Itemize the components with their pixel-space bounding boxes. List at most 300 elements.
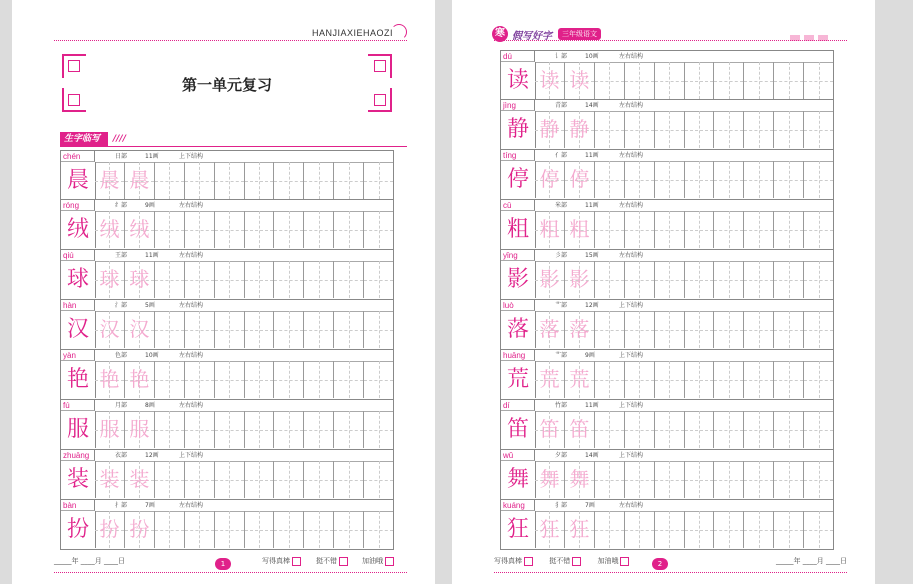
writing-cell[interactable] [274, 311, 304, 348]
trace-character: 晨 [99, 168, 120, 192]
writing-cell[interactable] [685, 361, 715, 398]
writing-cell[interactable] [304, 511, 334, 548]
trace-cell[interactable] [125, 461, 155, 498]
structure-label: 左右结构 [179, 302, 204, 309]
writing-cell[interactable] [685, 411, 715, 448]
writing-cell[interactable] [334, 261, 364, 298]
writing-cell[interactable] [714, 411, 744, 448]
trace-cell[interactable] [535, 461, 565, 498]
practice-row [500, 250, 834, 300]
writing-cell[interactable] [185, 162, 215, 199]
practice-row [500, 500, 834, 550]
writing-cell[interactable] [774, 411, 804, 448]
writing-cell[interactable] [185, 261, 215, 298]
writing-cell[interactable] [155, 411, 185, 448]
writing-cell[interactable] [625, 111, 655, 148]
writing-cell[interactable] [655, 461, 685, 498]
trace-character: 扮 [129, 517, 150, 541]
writing-cell[interactable] [804, 461, 833, 498]
rating-great [262, 556, 301, 566]
writing-cell[interactable] [774, 62, 804, 99]
writing-cell[interactable] [245, 411, 275, 448]
structure-label: 左右结构 [619, 102, 644, 109]
writing-cell[interactable] [245, 461, 275, 498]
writing-cell[interactable] [744, 161, 774, 198]
trace-cell[interactable] [535, 261, 565, 298]
writing-cell[interactable] [364, 211, 393, 248]
trace-cell[interactable] [565, 411, 595, 448]
trace-cell[interactable] [125, 211, 155, 248]
radical-label: 王部 [115, 252, 128, 259]
trace-cell[interactable] [535, 511, 565, 548]
trace-cell[interactable] [565, 111, 595, 148]
writing-cell[interactable] [155, 211, 185, 248]
writing-cell[interactable] [804, 62, 833, 99]
trace-cell[interactable] [535, 161, 565, 198]
writing-cell[interactable] [364, 311, 393, 348]
rating-ok [597, 557, 629, 565]
trace-cell[interactable] [125, 511, 155, 548]
writing-cell[interactable] [304, 461, 334, 498]
pinyin-label: wǔ [501, 450, 535, 461]
trace-character: 落 [539, 317, 560, 341]
date-blank[interactable]: ____ [103, 557, 118, 565]
writing-cell[interactable] [655, 311, 685, 348]
writing-cell[interactable] [334, 162, 364, 199]
structure-label: 左右结构 [179, 402, 204, 409]
year-label: 年 [793, 557, 801, 565]
writing-cell[interactable] [744, 311, 774, 348]
stroke-count: 7画 [145, 502, 155, 509]
writing-cell[interactable] [245, 211, 275, 248]
writing-cell[interactable] [274, 511, 304, 548]
radical-label: 色部 [115, 352, 128, 359]
radical-label: 亻部 [555, 152, 568, 159]
checkbox[interactable] [572, 557, 581, 566]
trace-character: 笛 [539, 417, 560, 441]
writing-cells [535, 161, 833, 198]
writing-cell[interactable] [215, 311, 245, 348]
trace-cell[interactable] [535, 361, 565, 398]
title-frame [62, 54, 392, 112]
structure-label: 上下结构 [619, 402, 644, 409]
writing-cell[interactable] [774, 211, 804, 248]
trace-character: 狂 [539, 517, 560, 541]
section-divider [60, 146, 407, 147]
pinyin-label: zhuāng [61, 450, 95, 461]
writing-cell[interactable] [714, 211, 744, 248]
writing-cell[interactable] [685, 461, 715, 498]
writing-cell[interactable] [714, 461, 744, 498]
trace-cell[interactable] [95, 261, 125, 298]
writing-cell[interactable] [625, 211, 655, 248]
writing-cell[interactable] [714, 311, 744, 348]
trace-cell[interactable] [95, 411, 125, 448]
writing-cell[interactable] [625, 261, 655, 298]
writing-cell[interactable] [334, 361, 364, 398]
trace-cell[interactable] [95, 211, 125, 248]
model-character: 晨 [61, 162, 96, 199]
writing-cell[interactable] [245, 311, 275, 348]
writing-cells [535, 62, 833, 99]
trace-character: 停 [569, 167, 590, 191]
stroke-count: 11画 [585, 202, 599, 209]
writing-cells [95, 162, 393, 199]
section-label: 生字临写 //// [60, 132, 108, 146]
writing-cell[interactable] [274, 361, 304, 398]
writing-cell[interactable] [625, 311, 655, 348]
writing-cell[interactable] [595, 411, 625, 448]
writing-cell[interactable] [655, 411, 685, 448]
date-blank[interactable]: ____ [802, 557, 817, 565]
practice-grid [60, 150, 394, 550]
writing-cell[interactable] [655, 111, 685, 148]
writing-cell[interactable] [804, 311, 833, 348]
trace-character: 晨 [129, 168, 150, 192]
writing-cell[interactable] [714, 111, 744, 148]
trace-character: 扮 [99, 517, 120, 541]
trace-cell[interactable] [565, 261, 595, 298]
radical-label: 夕部 [555, 452, 568, 459]
writing-cell[interactable] [714, 361, 744, 398]
writing-cell[interactable] [304, 311, 334, 348]
writing-cell[interactable] [215, 261, 245, 298]
model-character: 落 [501, 311, 536, 348]
model-character: 停 [501, 161, 536, 198]
trace-character: 汉 [129, 317, 150, 341]
stroke-count: 14画 [585, 452, 599, 459]
radical-label: 米部 [555, 202, 568, 209]
trace-character: 装 [129, 467, 150, 491]
writing-cell[interactable] [304, 361, 334, 398]
writing-cells [535, 261, 833, 298]
model-character: 狂 [501, 511, 536, 548]
writing-cell[interactable] [185, 511, 215, 548]
trace-cell[interactable] [565, 211, 595, 248]
writing-cell[interactable] [625, 361, 655, 398]
writing-cell[interactable] [744, 211, 774, 248]
trace-cell[interactable] [95, 162, 125, 199]
writing-cell[interactable] [245, 361, 275, 398]
writing-cell[interactable] [714, 161, 744, 198]
writing-cell[interactable] [215, 511, 245, 548]
writing-cell[interactable] [364, 361, 393, 398]
radical-label: 衣部 [115, 452, 128, 459]
trace-cell[interactable] [565, 461, 595, 498]
radical-label: 氵部 [115, 302, 128, 309]
writing-cell[interactable] [744, 511, 774, 548]
writing-cell[interactable] [274, 162, 304, 199]
writing-cell[interactable] [334, 311, 364, 348]
writing-cell[interactable] [804, 211, 833, 248]
writing-cell[interactable] [685, 111, 715, 148]
model-character: 汉 [61, 311, 96, 348]
checkbox[interactable] [524, 557, 533, 566]
trace-cell[interactable] [535, 62, 565, 99]
writing-cell[interactable] [215, 461, 245, 498]
writing-cell[interactable] [155, 361, 185, 398]
writing-cell[interactable] [155, 511, 185, 548]
writing-cell[interactable] [744, 411, 774, 448]
radical-label: 彡部 [555, 252, 568, 259]
writing-cell[interactable] [774, 261, 804, 298]
radical-label: 艹部 [555, 302, 568, 309]
trace-cell[interactable] [125, 361, 155, 398]
writing-cell[interactable] [215, 162, 245, 199]
day-label: 日 [840, 557, 847, 565]
trace-character: 影 [569, 267, 590, 291]
writing-cell[interactable] [774, 161, 804, 198]
trace-cell[interactable] [565, 511, 595, 548]
trace-cell[interactable] [535, 111, 565, 148]
practice-row [60, 400, 394, 450]
writing-cell[interactable] [185, 411, 215, 448]
writing-cell[interactable] [744, 361, 774, 398]
writing-cells [95, 511, 393, 548]
month-label: 月 [816, 557, 824, 565]
writing-cell[interactable] [274, 461, 304, 498]
trace-cell[interactable] [565, 161, 595, 198]
writing-cells [535, 111, 833, 148]
radical-label: 青部 [555, 102, 568, 109]
writing-cell[interactable] [655, 261, 685, 298]
pinyin-label: kuáng [501, 500, 535, 511]
writing-cell[interactable] [334, 211, 364, 248]
date-area [776, 556, 847, 566]
structure-label: 上下结构 [619, 302, 644, 309]
trace-character: 读 [569, 68, 590, 92]
writing-cell[interactable] [595, 361, 625, 398]
stroke-count: 9画 [145, 202, 155, 209]
writing-cell[interactable] [655, 361, 685, 398]
writing-cells [535, 461, 833, 498]
rating-label: 挺不错 [549, 557, 571, 565]
model-character: 服 [61, 411, 96, 448]
writing-cell[interactable] [774, 111, 804, 148]
trace-cell[interactable] [565, 62, 595, 99]
writing-cell[interactable] [804, 511, 833, 548]
trace-cell[interactable] [95, 461, 125, 498]
writing-cell[interactable] [595, 211, 625, 248]
writing-cell[interactable] [334, 511, 364, 548]
writing-cell[interactable] [185, 361, 215, 398]
writing-cell[interactable] [364, 461, 393, 498]
writing-cell[interactable] [744, 261, 774, 298]
writing-cell[interactable] [334, 461, 364, 498]
trace-cell[interactable] [535, 211, 565, 248]
checkbox[interactable] [385, 557, 394, 566]
structure-label: 左右结构 [619, 53, 644, 60]
writing-cell[interactable] [245, 261, 275, 298]
trace-cell[interactable] [125, 311, 155, 348]
pinyin-label: tíng [501, 150, 535, 161]
practice-row [60, 150, 394, 200]
writing-cell[interactable] [774, 361, 804, 398]
writing-cell[interactable] [364, 411, 393, 448]
model-character: 艳 [61, 361, 96, 398]
writing-cell[interactable] [595, 511, 625, 548]
stroke-count: 11画 [585, 152, 599, 159]
writing-cells [95, 311, 393, 348]
writing-cell[interactable] [685, 511, 715, 548]
trace-cell[interactable] [535, 411, 565, 448]
writing-cell[interactable] [595, 261, 625, 298]
date-blank[interactable]: _____ [54, 557, 72, 565]
writing-cell[interactable] [304, 211, 334, 248]
trace-character: 读 [539, 68, 560, 92]
writing-cell[interactable] [804, 161, 833, 198]
trace-cell[interactable] [95, 311, 125, 348]
writing-cell[interactable] [804, 411, 833, 448]
stroke-count: 11画 [145, 252, 159, 259]
rating-label: 加油哦 [597, 557, 619, 565]
writing-cells [95, 361, 393, 398]
writing-cell[interactable] [364, 261, 393, 298]
writing-cell[interactable] [714, 261, 744, 298]
header-title: HANJIAXIEHAOZI [311, 28, 393, 38]
model-character: 静 [501, 111, 536, 148]
writing-cell[interactable] [744, 111, 774, 148]
trace-character: 服 [99, 417, 120, 441]
writing-cell[interactable] [334, 411, 364, 448]
writing-cell[interactable] [655, 161, 685, 198]
writing-cell[interactable] [155, 461, 185, 498]
trace-cell[interactable] [535, 311, 565, 348]
structure-label: 左右结构 [619, 252, 644, 259]
writing-cell[interactable] [655, 211, 685, 248]
stroke-count: 12画 [145, 452, 159, 459]
writing-cell[interactable] [774, 511, 804, 548]
writing-cell[interactable] [245, 162, 275, 199]
writing-cells [95, 211, 393, 248]
writing-cell[interactable] [744, 461, 774, 498]
writing-cell[interactable] [804, 261, 833, 298]
writing-cells [535, 511, 833, 548]
pinyin-label: cū [501, 200, 535, 211]
trace-character: 舞 [569, 467, 590, 491]
writing-cell[interactable] [804, 361, 833, 398]
stroke-count: 5画 [145, 302, 155, 309]
checkbox[interactable] [292, 557, 301, 566]
radical-label: 日部 [115, 153, 128, 160]
trace-character: 汉 [99, 317, 120, 341]
practice-row [60, 250, 394, 300]
checkbox[interactable] [339, 557, 348, 566]
writing-cell[interactable] [625, 161, 655, 198]
writing-cell[interactable] [185, 211, 215, 248]
writing-cell[interactable] [685, 261, 715, 298]
writing-cell[interactable] [595, 311, 625, 348]
day-label: 日 [117, 557, 125, 565]
practice-row [500, 200, 834, 250]
writing-cell[interactable] [274, 211, 304, 248]
writing-cell[interactable] [274, 411, 304, 448]
writing-cell[interactable] [215, 211, 245, 248]
structure-label: 左右结构 [179, 252, 204, 259]
writing-cell[interactable] [274, 261, 304, 298]
writing-cell[interactable] [625, 62, 655, 99]
writing-cell[interactable] [655, 62, 685, 99]
writing-cell[interactable] [625, 411, 655, 448]
writing-cell[interactable] [744, 62, 774, 99]
frame-corner-inner [374, 60, 386, 72]
model-character: 粗 [501, 211, 536, 248]
writing-cell[interactable] [245, 511, 275, 548]
trace-character: 静 [539, 117, 560, 141]
logo-seal: 寒 [492, 26, 508, 42]
date-blank[interactable]: _____ [776, 557, 794, 565]
trace-cell[interactable] [565, 361, 595, 398]
frame-corner-inner [374, 94, 386, 106]
writing-cell[interactable] [304, 261, 334, 298]
writing-cell[interactable] [304, 162, 334, 199]
writing-cell[interactable] [155, 261, 185, 298]
writing-cell[interactable] [685, 211, 715, 248]
trace-character: 舞 [539, 467, 560, 491]
writing-cell[interactable] [655, 511, 685, 548]
date-blank[interactable]: ____ [826, 557, 840, 565]
footer [494, 556, 847, 566]
practice-row [60, 200, 394, 250]
trace-character: 球 [99, 267, 120, 291]
checkbox[interactable] [620, 557, 629, 566]
writing-cell[interactable] [685, 161, 715, 198]
writing-cell[interactable] [364, 162, 393, 199]
date-blank[interactable]: ____ [80, 557, 95, 565]
writing-cell[interactable] [774, 311, 804, 348]
writing-cell[interactable] [595, 461, 625, 498]
model-character: 荒 [501, 361, 536, 398]
trace-cell[interactable] [125, 261, 155, 298]
writing-cell[interactable] [595, 161, 625, 198]
stroke-count: 11画 [585, 402, 599, 409]
month-label: 月 [94, 557, 102, 565]
writing-cell[interactable] [595, 62, 625, 99]
structure-label: 左右结构 [179, 502, 204, 509]
writing-cell[interactable] [625, 511, 655, 548]
structure-label: 上下结构 [179, 153, 204, 160]
trace-cell[interactable] [95, 511, 125, 548]
writing-cell[interactable] [215, 411, 245, 448]
writing-cell[interactable] [364, 511, 393, 548]
header-divider [494, 40, 847, 41]
writing-cell[interactable] [685, 62, 715, 99]
writing-cells [535, 211, 833, 248]
writing-cell[interactable] [804, 111, 833, 148]
writing-cell[interactable] [714, 511, 744, 548]
trace-cell[interactable] [125, 162, 155, 199]
writing-cell[interactable] [625, 461, 655, 498]
writing-cell[interactable] [185, 311, 215, 348]
practice-row [60, 500, 394, 550]
trace-cell[interactable] [565, 311, 595, 348]
writing-cell[interactable] [595, 111, 625, 148]
trace-character: 狂 [569, 517, 590, 541]
pinyin-label: bàn [61, 500, 95, 511]
writing-cell[interactable] [714, 62, 744, 99]
writing-cell[interactable] [685, 311, 715, 348]
writing-cell[interactable] [185, 461, 215, 498]
writing-cell[interactable] [155, 162, 185, 199]
writing-cell[interactable] [215, 361, 245, 398]
footer-divider [494, 572, 847, 573]
writing-cell[interactable] [155, 311, 185, 348]
trace-cell[interactable] [95, 361, 125, 398]
trace-cell[interactable] [125, 411, 155, 448]
trace-character: 球 [129, 267, 150, 291]
writing-cell[interactable] [774, 461, 804, 498]
writing-cell[interactable] [304, 411, 334, 448]
